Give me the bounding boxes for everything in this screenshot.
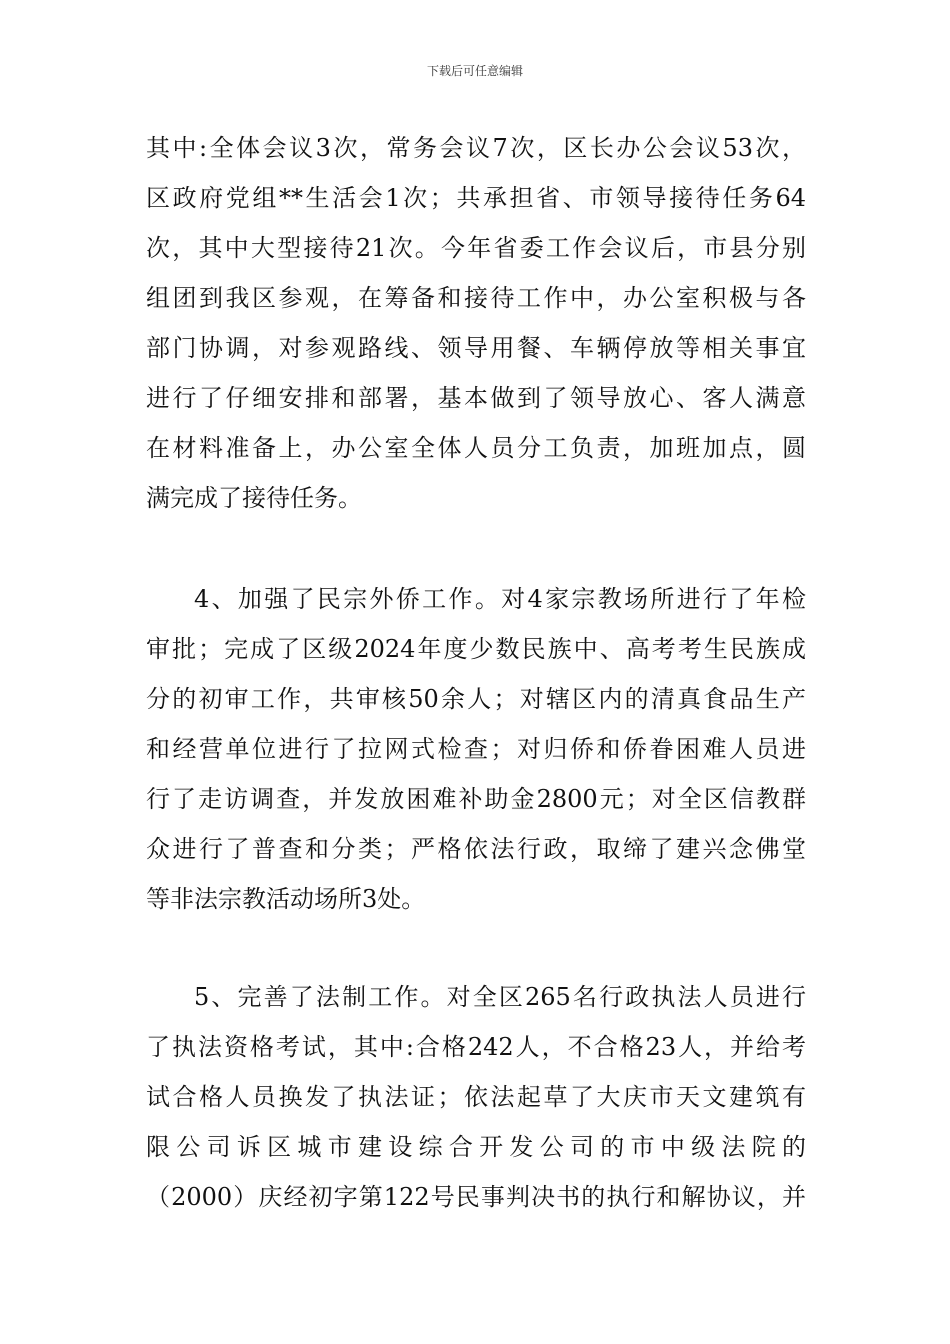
text-line: 满完成了接待任务。 bbox=[146, 484, 362, 512]
text-line: 众进行了普查和分类；严格依法行政，取缔了建兴念佛堂 bbox=[146, 835, 806, 863]
text-line: 等非法宗教活动场所3处。 bbox=[146, 885, 426, 913]
text-line: 区政府党组**生活会1次；共承担省、市领导接待任务64 bbox=[146, 184, 806, 212]
text-line: 进行了仔细安排和部署，基本做到了领导放心、客人满意 bbox=[146, 384, 806, 412]
text-line: 行了走访调查，并发放困难补助金2800元；对全区信教群 bbox=[146, 785, 806, 813]
paragraph-legal-work bbox=[146, 972, 806, 1222]
text-line: （2000）庆经初字第122号民事判决书的执行和解协议，并 bbox=[146, 1183, 806, 1211]
text-line: 在材料准备上，办公室全体人员分工负责，加班加点，圆 bbox=[146, 434, 806, 462]
text-line: 次，其中大型接待21次。今年省委工作会议后，市县分别 bbox=[146, 234, 806, 262]
text-line: 4、加强了民宗外侨工作。对4家宗教场所进行了年检 bbox=[194, 585, 806, 613]
text-line: 组团到我区参观，在筹备和接待工作中，办公室积极与各 bbox=[146, 284, 806, 312]
text-line: 分的初审工作，共审核50余人；对辖区内的清真食品生产 bbox=[146, 685, 806, 713]
paragraph-reception-summary bbox=[146, 123, 806, 523]
page-header: 下载后可任意编辑 bbox=[426, 64, 523, 78]
text-line: 部门协调，对参观路线、领导用餐、车辆停放等相关事宜 bbox=[146, 334, 806, 362]
text-line: 审批；完成了区级2024年度少数民族中、高考考生民族成 bbox=[146, 635, 806, 663]
text-line: 5、完善了法制工作。对全区265名行政执法人员进行 bbox=[194, 983, 806, 1011]
text-line: 试合格人员换发了执法证；依法起草了大庆市天文建筑有 bbox=[146, 1083, 806, 1111]
text-line: 限公司诉区城市建设综合开发公司的市中级法院的 bbox=[146, 1133, 806, 1161]
text-line: 和经营单位进行了拉网式检查；对归侨和侨眷困难人员进 bbox=[146, 735, 806, 763]
paragraph-ethnic-religious-affairs bbox=[146, 574, 806, 924]
text-line: 其中:全体会议3次，常务会议7次，区长办公会议53次， bbox=[146, 134, 806, 162]
text-line: 了执法资格考试，其中:合格242人，不合格23人，并给考 bbox=[146, 1033, 806, 1061]
